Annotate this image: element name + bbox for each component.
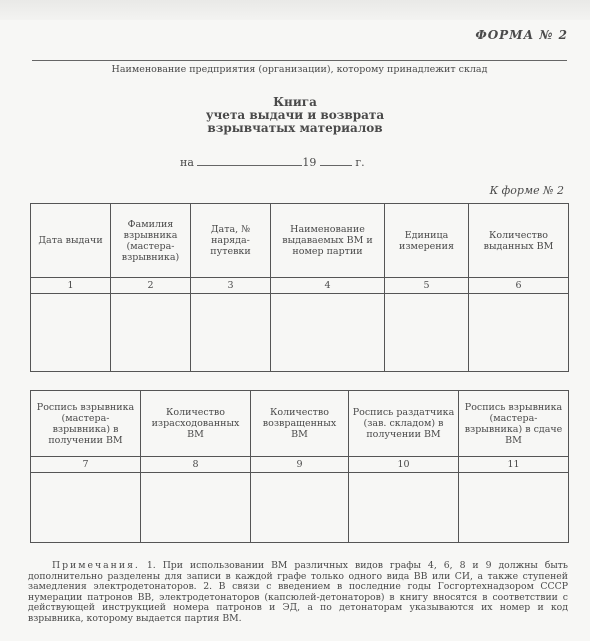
blank-cell [349, 473, 459, 543]
column-number: 4 [271, 278, 385, 294]
enterprise-caption: Наименование предприятия (организации), которому принадлежит склад [111, 64, 488, 75]
return-table-header-row [31, 391, 569, 457]
form-label: ФОРМА № 2 [475, 28, 568, 42]
header-cell: Единица измерения [385, 204, 469, 278]
column-number: 7 [31, 457, 141, 473]
blank-cell [251, 473, 349, 543]
book-title-line3: взрывчатых материалов [207, 121, 383, 135]
footnote-label: Примечания. [52, 560, 140, 571]
header-cell: Фамилия взрывника (мастера-взрывника) [111, 204, 191, 278]
column-number: 11 [459, 457, 569, 473]
issue-table [30, 203, 569, 372]
column-number: 2 [111, 278, 191, 294]
date-line [180, 155, 440, 169]
book-title-line1: Книга [273, 95, 317, 109]
year-suffix: г. [355, 156, 365, 169]
column-number: 8 [141, 457, 251, 473]
return-table-number-row [31, 457, 569, 473]
column-number: 5 [385, 278, 469, 294]
column-number: 3 [191, 278, 271, 294]
header-cell: Роспись взрывника (мастера-взрывника) в сдаче ВМ [459, 391, 569, 457]
blank-cell [191, 294, 271, 372]
header-cell: Дата выдачи [31, 204, 111, 278]
footnote [28, 561, 568, 625]
footnote-text: 1. При использовании ВМ различных видов графы 4, 6, 8 и 9 должны быть дополнительно разделены для записи в каждой графе только одного вида ВВ или СИ, а также ступеней замедления электродетонаторов. 2. В связи с введением в последние годы Госгортехнадзором СССР нумерации патронов ВВ, электродетонаторов (капсюлей-детонаторов) в книгу вносятся в соответствии с действующей инструкцией номера патронов и ЭД, а по детонаторам указываются их номер и код взрывника, которому выдается партия ВМ. [28, 560, 568, 624]
header-cell: Количество израсходованных ВМ [141, 391, 251, 457]
blank-cell [385, 294, 469, 372]
header-cell: Наименование выдаваемых ВМ и номер партии [271, 204, 385, 278]
date-blank [197, 155, 302, 166]
top-scan-strip [0, 0, 590, 20]
column-number: 10 [349, 457, 459, 473]
blank-cell [469, 294, 569, 372]
blank-cell [141, 473, 251, 543]
issue-table-blank-row [31, 294, 569, 372]
to-form-label: К форме № 2 [489, 184, 564, 197]
blank-cell [271, 294, 385, 372]
header-cell: Количество возвращенных ВМ [251, 391, 349, 457]
date-prefix: на [180, 156, 194, 169]
year-prefix: 19 [302, 156, 317, 169]
issue-table-number-row [31, 278, 569, 294]
book-title-line2: учета выдачи и возврата [205, 108, 385, 122]
column-number: 1 [31, 278, 111, 294]
return-table [30, 390, 569, 543]
column-number: 6 [469, 278, 569, 294]
issue-table-header-row [31, 204, 569, 278]
header-cell: Дата, № наряда-путевки [191, 204, 271, 278]
blank-cell [111, 294, 191, 372]
blank-cell [31, 473, 141, 543]
return-table-blank-row [31, 473, 569, 543]
header-cell: Количество выданных ВМ [469, 204, 569, 278]
column-number: 9 [251, 457, 349, 473]
enterprise-line [32, 60, 567, 61]
blank-cell [459, 473, 569, 543]
blank-cell [31, 294, 111, 372]
year-blank [320, 155, 352, 166]
header-cell: Роспись взрывника (мастера-взрывника) в получении ВМ [31, 391, 141, 457]
header-cell: Роспись раздатчика (зав. складом) в получении ВМ [349, 391, 459, 457]
